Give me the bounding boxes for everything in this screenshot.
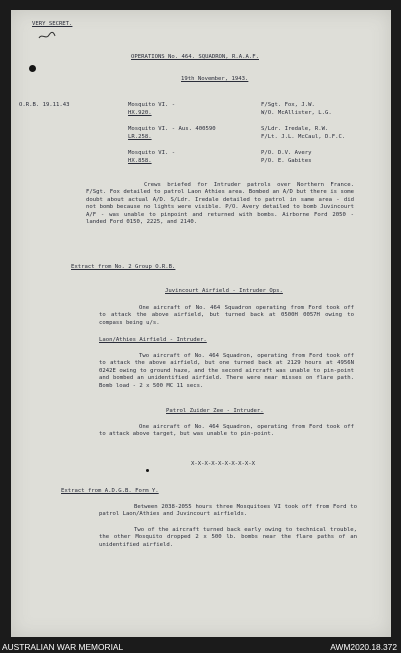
crew-pilot: F/Sgt. Fox, J.W.: [261, 102, 315, 108]
document-date: 19th November, 1943.: [181, 76, 249, 82]
institution-caption: AUSTRALIAN WAR MEMORIAL: [2, 642, 124, 652]
adgb-paragraph: Two of the aircraft turned back early owing to technical trouble, the other Mosquito dropped 2 x 500 lb. bombs near the flare paths of an unidentified airfield.: [99, 527, 357, 548]
zuider-zee-paragraph: One aircraft of No. 464 Squadron, operating from Ford took off to attack above target, but was unable to pin-point.: [99, 424, 354, 438]
subsection-heading: Laon/Athies Airfield - Intruder.: [99, 337, 207, 343]
laon-athies-paragraph: Two aircraft of No. 464 Squadron, operating from Ford took off to attack the above airfield, but one turned back at 2129 hours at 4956N 0242E owing to ground haze, and the second aircraft was unable to pin-point and bombed an unidentified airfield. There were near misses on flare path. Bomb load - 2 x 500 MC 11 secs.: [99, 353, 354, 389]
classification-stamp: VERY SECRET.: [32, 21, 73, 27]
crew-navigator: W/O. McAllister, L.G.: [261, 109, 332, 116]
section-separator: X-X-X-X-X-X-X-X-X-X: [191, 461, 255, 467]
orb-reference: O.R.B. 19.11.43: [19, 102, 70, 108]
punch-hole: [29, 65, 36, 72]
crew-aircraft: Mosquito VI. -: [128, 102, 176, 108]
ink-dot: [146, 469, 149, 472]
handwritten-mark: [37, 30, 57, 42]
record-id-caption: AWM2020.18.372: [330, 642, 397, 652]
adgb-paragraph: Between 2038-2055 hours three Mosquitoes VI took off from Ford to patrol Laon/Athies and Juvincourt airfields.: [99, 504, 357, 518]
crew-serial: HX.920.: [128, 109, 152, 116]
document-title: OPERATIONS No. 464. SQUADRON, R.A.A.F.: [131, 54, 259, 60]
crew-serial: HX.858.: [128, 157, 152, 164]
extract-heading: Extract from No. 2 Group O.R.B.: [71, 264, 176, 270]
crew-serial: LR.258.: [128, 133, 152, 140]
subsection-heading: Patrol Zuider Zee - Intruder.: [166, 408, 264, 414]
extract-heading: Extract from A.D.G.B. Form Y.: [61, 488, 159, 494]
subsection-heading: Juvincourt Airfield - Intruder Ops.: [165, 288, 283, 294]
briefing-paragraph: Crews briefed for Intruder patrols over Northern France. F/Sgt. Fox detailed to patrol Laon Athies area. Bombed an A/D but there is some doubt about actual A/D. S/Ldr. Iredale detailed to patrol in same area - did not bomb because no lights were visible. P/O. Avery detailed to bomb Juvincourt A/F - was unable to pinpoint and returned with bombs. Airborne Ford 2050 - landed Ford 0150, 2225, and 2140.: [86, 182, 354, 226]
juvincourt-paragraph: One aircraft of No. 464 Squadron operating from Ford took off to attack the above airfield, but turned back at 0500H 0057H owing to compass being u/s.: [99, 305, 354, 326]
crew-aircraft: Mosquito VI. - Aus. 400590: [128, 126, 216, 132]
crew-aircraft: Mosquito VI. -: [128, 150, 176, 156]
document-page: [11, 10, 391, 637]
crew-pilot: P/O. D.V. Avery: [261, 150, 312, 156]
crew-navigator: F/Lt. J.L. McCaul, D.F.C.: [261, 133, 346, 140]
crew-navigator: P/O. E. Gabites: [261, 157, 312, 164]
crew-pilot: S/Ldr. Iredale, R.W.: [261, 126, 329, 132]
